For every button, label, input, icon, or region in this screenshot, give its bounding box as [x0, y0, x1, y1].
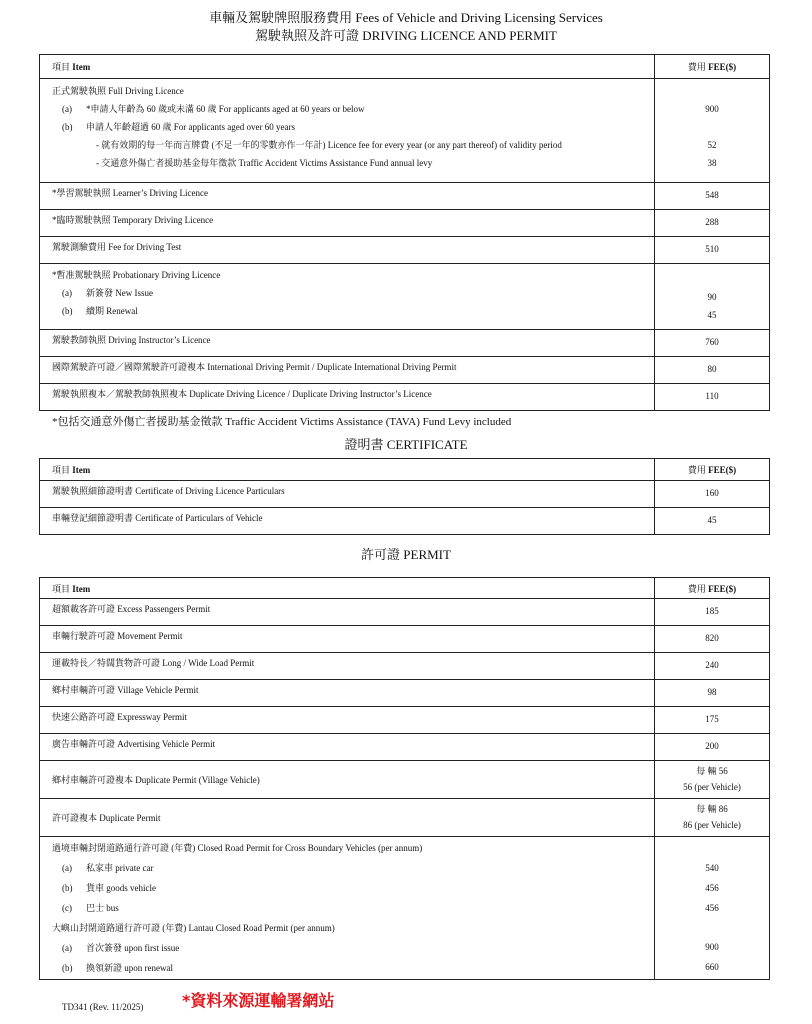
permit-item: 鄉村車輛許可證 Village Vehicle Permit: [40, 680, 655, 707]
probationary-b: (b) 續期 Renewal: [62, 306, 138, 316]
closed-road-permit-title: 過境車輛封閉道路通行許可證 (年費) Closed Road Permit for Cross Boundary Vehicles (per annum): [52, 843, 423, 853]
table-row: [40, 481, 770, 508]
table-row: [40, 384, 770, 411]
fee-column-header: 費用 FEE($): [655, 578, 770, 599]
fee-value: 每 輛 56: [696, 766, 728, 776]
table-row: [40, 837, 770, 980]
fee-value: 52: [707, 140, 717, 150]
table-header-row: [40, 55, 770, 79]
fee-value: 86 (per Vehicle): [683, 820, 741, 830]
document-title: 車輛及駕駛牌照服務費用 Fees of Vehicle and Driving Licensing Services: [209, 10, 603, 25]
permit-item: 車輛行駛許可證 Movement Permit: [40, 626, 655, 653]
full-licence-b1: - 就有效期的每一年而言牌費 (不足一年的零數亦作一年計) Licence fee for every year (or any part thereof) of validity period: [96, 140, 562, 150]
table-row: [40, 330, 770, 357]
instructor-licence: 駕駛教師執照 Driving Instructor’s Licence: [40, 330, 655, 357]
table-row: [40, 799, 770, 837]
full-licence-a: (a) *申請人年齡為 60 歲或未滿 60 歲 For applicants aged at 60 years or below: [62, 104, 365, 114]
table-row: [40, 626, 770, 653]
permit-fee-table: [39, 577, 770, 980]
fee-column-header: 費用 FEE($): [655, 459, 770, 481]
full-licence-title: 正式駕駛執照 Full Driving Licence: [52, 86, 184, 96]
probationary-licence-title: *暫准駕駛執照 Probationary Driving Licence: [52, 270, 221, 280]
fee-value: 45: [707, 310, 717, 320]
tava-note: *包括交通意外傷亡者援助基金徵款 Traffic Accident Victims Assistance (TAVA) Fund Levy included: [52, 416, 512, 428]
table-row: [40, 508, 770, 535]
closed-road-a: (a) 私家車 private car: [62, 863, 154, 873]
licence-fee-table: [39, 54, 770, 411]
certificate-item: 車輛登記細節證明書 Certificate of Particulars of Vehicle: [40, 508, 655, 535]
fee-value: 98: [655, 680, 770, 707]
fee-value: 456: [705, 903, 719, 913]
full-licence-b2: - 交通意外傷亡者援助基金每年徵款 Traffic Accident Victims Assistance Fund annual levy: [96, 158, 433, 168]
certificate-fee-table: [39, 458, 770, 535]
fee-value: 80: [655, 357, 770, 384]
table-row: [40, 79, 770, 183]
table-row: [40, 734, 770, 761]
table-row: [40, 680, 770, 707]
fee-value: 每 輛 86: [696, 804, 728, 814]
section-title-licence: 駕駛執照及許可證 DRIVING LICENCE AND PERMIT: [255, 28, 557, 43]
fee-value: 160: [655, 481, 770, 508]
table-row: [40, 357, 770, 384]
item-column-header: 項目 Item: [40, 55, 655, 79]
fee-value: 185: [655, 599, 770, 626]
international-permit: 國際駕駛許可證／國際駕駛許可證複本 International Driving Permit / Duplicate International Driving Permit: [40, 357, 655, 384]
full-licence-b: (b) 申請人年齡超過 60 歲 For applicants aged over 60 years: [62, 122, 295, 132]
closed-road-b: (b) 貨車 goods vehicle: [62, 883, 156, 893]
table-row: [40, 653, 770, 680]
form-code: TD341 (Rev. 11/2025): [62, 1002, 144, 1012]
table-header-row: [40, 459, 770, 481]
permit-item: 超額載客許可證 Excess Passengers Permit: [40, 599, 655, 626]
fee-value: 110: [655, 384, 770, 411]
fee-value: 820: [655, 626, 770, 653]
lantau-permit-title: 大嶼山封閉道路通行許可證 (年費) Lantau Closed Road Permit (per annum): [52, 923, 335, 933]
fee-value: 510: [655, 237, 770, 264]
source-annotation: *資料來源運輸署網站: [182, 991, 335, 1010]
fee-value: 540: [705, 863, 719, 873]
permit-item: 廣告車輛許可證 Advertising Vehicle Permit: [40, 734, 655, 761]
table-header-row: [40, 578, 770, 599]
permit-item: 運載特長／特闊貨物許可證 Long / Wide Load Permit: [40, 653, 655, 680]
permit-item: 鄉村車輛許可證複本 Duplicate Permit (Village Vehicle): [40, 761, 655, 799]
fee-column-header: 費用 FEE($): [655, 55, 770, 79]
driving-test-fee: 駕駛測驗費用 Fee for Driving Test: [40, 237, 655, 264]
fee-value: 548: [655, 183, 770, 210]
table-row: [40, 599, 770, 626]
table-row: [40, 707, 770, 734]
permit-item: 快速公路許可證 Expressway Permit: [40, 707, 655, 734]
fee-value: 38: [707, 158, 717, 168]
section-title-certificate: 證明書 CERTIFICATE: [344, 437, 468, 452]
temporary-licence: *臨時駕駛執照 Temporary Driving Licence: [40, 210, 655, 237]
lantau-b: (b) 換領新證 upon renewal: [62, 963, 173, 973]
table-row: [40, 264, 770, 330]
learner-licence: *學習駕駛執照 Learner’s Driving Licence: [40, 183, 655, 210]
fee-value: 288: [655, 210, 770, 237]
certificate-item: 駕駛執照細節證明書 Certificate of Driving Licence Particulars: [40, 481, 655, 508]
fee-value: 760: [655, 330, 770, 357]
section-title-permit: 許可證 PERMIT: [361, 547, 451, 562]
table-row: [40, 210, 770, 237]
fee-value: 90: [707, 292, 717, 302]
table-row: [40, 237, 770, 264]
duplicate-licence: 駕駛執照複本／駕駛教師執照複本 Duplicate Driving Licence / Duplicate Driving Instructor’s Licence: [40, 384, 655, 411]
fee-value: 175: [655, 707, 770, 734]
item-column-header: 項目 Item: [40, 459, 655, 481]
fee-value: 900: [705, 104, 719, 114]
table-row: [40, 761, 770, 799]
fee-value: 56 (per Vehicle): [683, 782, 741, 792]
lantau-a: (a) 首次簽發 upon first issue: [62, 943, 180, 953]
fee-value: 240: [655, 653, 770, 680]
fee-value: 200: [655, 734, 770, 761]
fee-value: 900: [705, 942, 719, 952]
probationary-a: (a) 新簽發 New Issue: [62, 288, 153, 298]
permit-item: 許可證複本 Duplicate Permit: [40, 799, 655, 837]
fee-value: 45: [655, 508, 770, 535]
item-column-header: 項目 Item: [40, 578, 655, 599]
fee-value: 660: [705, 962, 719, 972]
closed-road-c: (c) 巴士 bus: [62, 903, 119, 913]
table-row: [40, 183, 770, 210]
fee-value: 456: [705, 883, 719, 893]
